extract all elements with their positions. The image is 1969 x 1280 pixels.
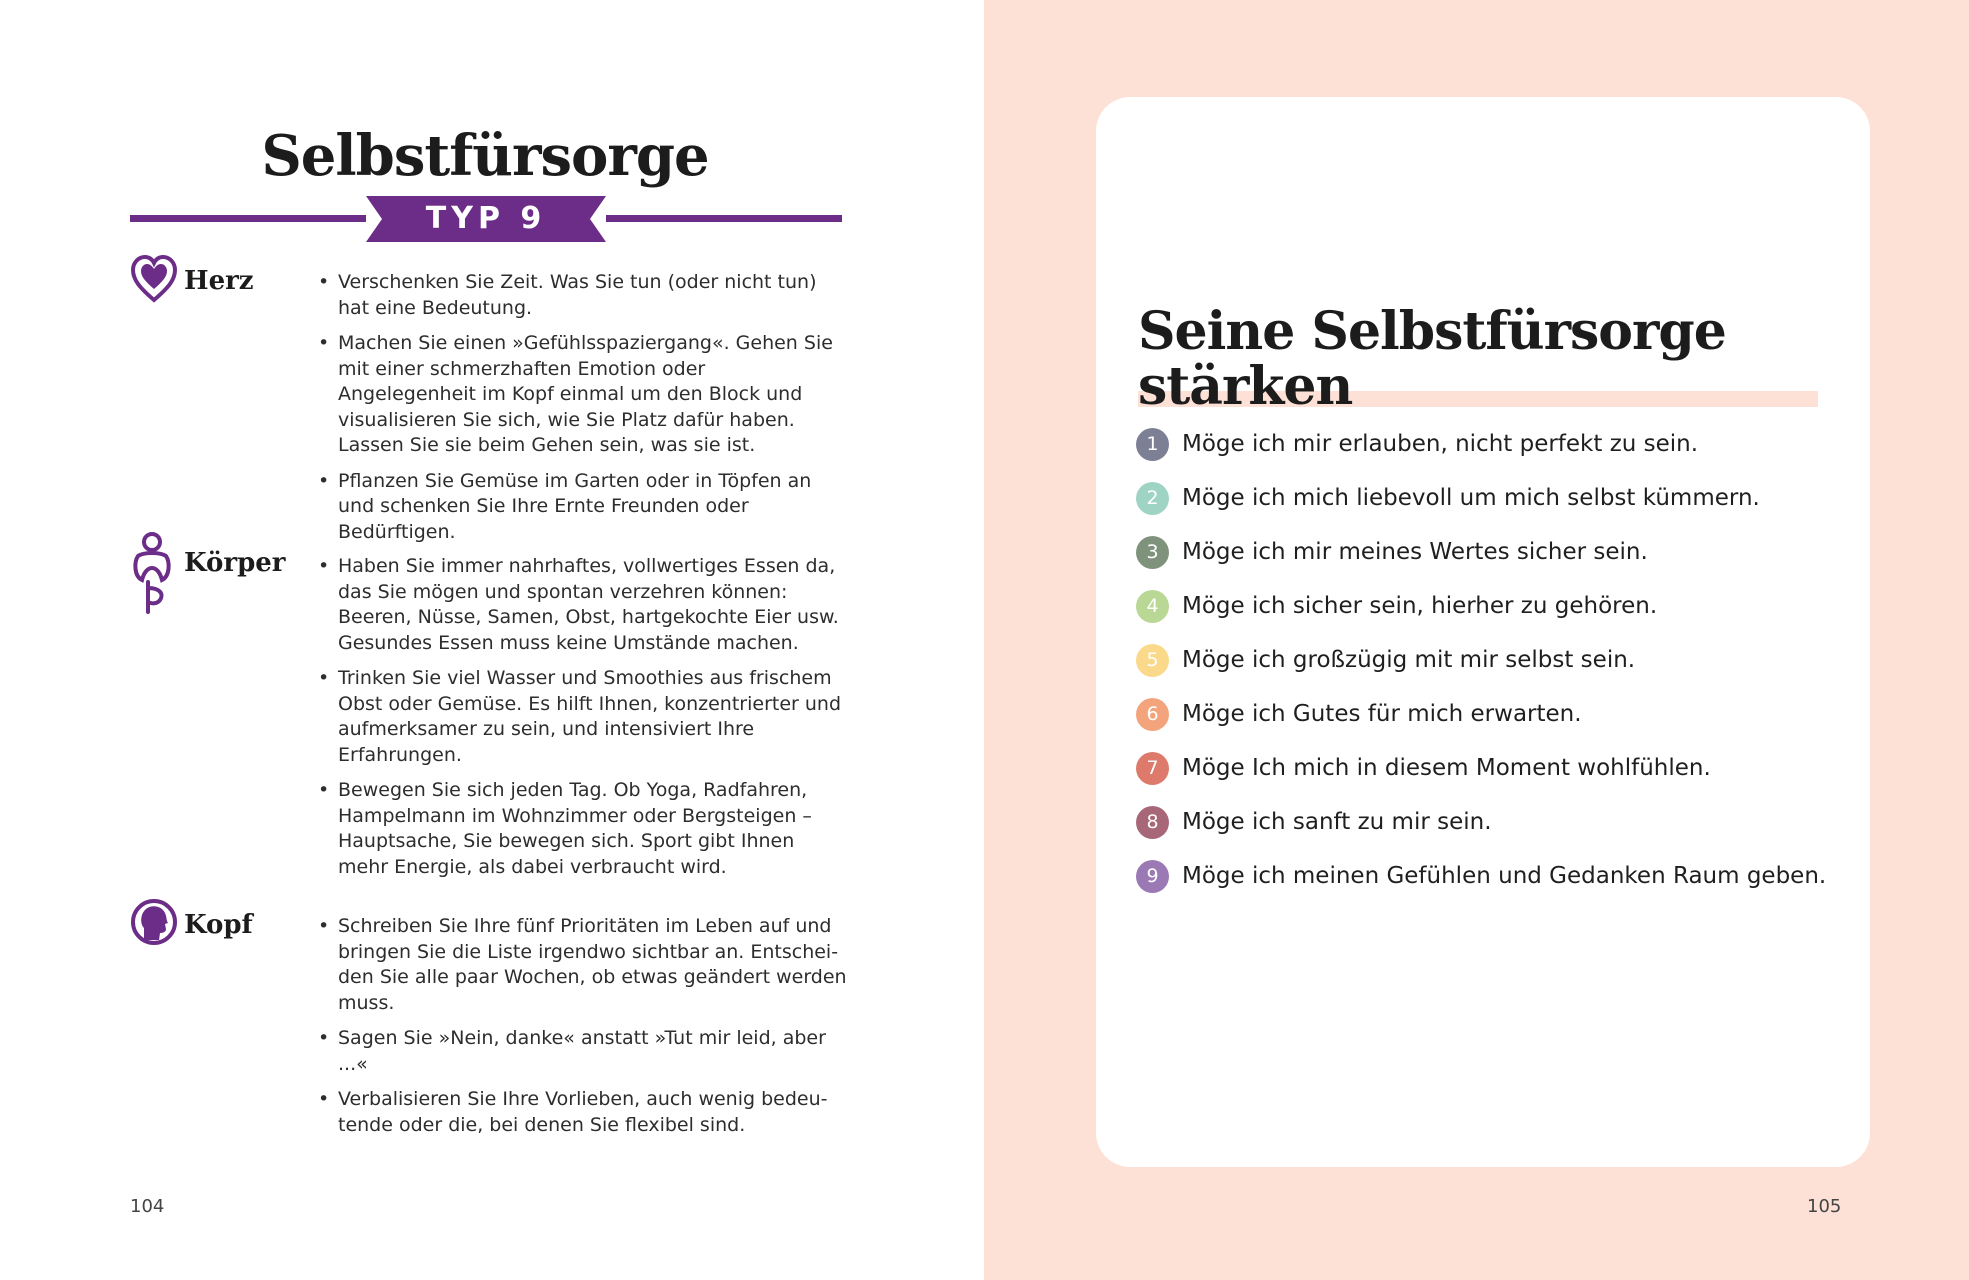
affirmation-text: Möge ich mir erlauben, nicht perfekt zu sein.	[1182, 431, 1699, 457]
herz-bullet-list	[318, 270, 848, 555]
section-label-herz: Herz	[184, 266, 254, 296]
affirmation-text: Möge ich mir meines Wertes sicher sein.	[1182, 539, 1648, 565]
number-badge: 7	[1136, 752, 1169, 785]
banner-rule-left	[130, 215, 366, 222]
list-item: • Haben Sie immer nahrhaftes, vollwertiges Essen da, das Sie mögen und spontan verzehren können: Beeren, Nüsse, Samen, Obst, hartgekochte Eier usw. Gesundes Essen muss keine Umstände machen.	[318, 554, 848, 656]
affirmation-item	[1136, 535, 1836, 569]
affirmation-list	[1136, 427, 1836, 913]
list-item: • Machen Sie einen »Gefühlsspaziergang«. Gehen Sie mit einer schmerzhaften Emotion oder Angelegenheit im Kopf einmal um den Block und visualisieren Sie sich, wie Sie Platz dafür haben. Lassen Sie sie beim Gehen sein, was sie ist.	[318, 331, 848, 459]
list-item: • Pflanzen Sie Gemüse im Garten oder in Töpfen an und schenken Sie Ihre Ernte Freunden oder Bedürftigen.	[318, 469, 848, 546]
number-badge: 9	[1136, 860, 1169, 893]
card-title-line-2: stärken	[1138, 356, 1353, 417]
affirmation-item	[1136, 751, 1836, 785]
affirmation-text: Möge ich großzügig mit mir selbst sein.	[1182, 647, 1636, 673]
affirmation-text: Möge ich sicher sein, hierher zu gehören.	[1182, 593, 1658, 619]
affirmation-card	[1096, 97, 1870, 1167]
number-badge: 8	[1136, 806, 1169, 839]
affirmation-text: Möge ich Gutes für mich erwarten.	[1182, 701, 1582, 727]
number-badge: 3	[1136, 536, 1169, 569]
type-banner	[130, 196, 842, 242]
list-item: • Schreiben Sie Ihre fünf Prioritäten im Leben auf und bringen Sie die Liste irgendwo sichtbar an. Entschei-den Sie alle paar Wochen, ob etwas geändert werden muss.	[318, 914, 848, 1016]
affirmation-text: Möge ich mich liebevoll um mich selbst kümmern.	[1182, 485, 1760, 511]
affirmation-text: Möge Ich mich in diesem Moment wohlfühlen.	[1182, 755, 1711, 781]
affirmation-item	[1136, 643, 1836, 677]
head-icon	[130, 896, 178, 956]
banner-rule-right	[606, 215, 842, 222]
page-number-left: 104	[130, 1196, 165, 1217]
number-badge: 1	[1136, 428, 1169, 461]
list-item: • Bewegen Sie sich jeden Tag. Ob Yoga, Radfahren, Hampelmann im Wohnzimmer oder Bergsteigen – Hauptsache, Sie bewegen sich. Sport gibt Ihnen mehr Energie, als dabei verbraucht wird.	[318, 778, 848, 880]
affirmation-item	[1136, 697, 1836, 731]
right-page	[984, 0, 1969, 1280]
affirmation-item	[1136, 481, 1836, 515]
koerper-bullet-list	[318, 554, 848, 890]
number-badge: 4	[1136, 590, 1169, 623]
number-badge: 5	[1136, 644, 1169, 677]
affirmation-text: Möge ich sanft zu mir sein.	[1182, 809, 1492, 835]
section-label-kopf: Kopf	[184, 910, 253, 940]
list-item: • Verbalisieren Sie Ihre Vorlieben, auch wenig bedeu-tende oder die, bei denen Sie flexibel sind.	[318, 1087, 848, 1138]
page-number-right: 105	[1807, 1196, 1842, 1217]
kopf-bullet-list	[318, 914, 848, 1148]
affirmation-item	[1136, 805, 1836, 839]
left-page	[0, 0, 984, 1280]
heart-icon	[130, 254, 178, 308]
type-label: TYP 9	[425, 201, 547, 236]
list-item: • Trinken Sie viel Wasser und Smoothies aus frischem Obst oder Gemüse. Es hilft Ihnen, konzentrierter und aufmerksamer zu sein, und intensiviert Ihre Erfahrungen.	[318, 666, 848, 768]
card-title-line-1: Seine Selbstfürsorge	[1138, 301, 1726, 362]
affirmation-text: Möge ich meinen Gefühlen und Gedanken Raum geben.	[1182, 863, 1827, 889]
number-badge: 6	[1136, 698, 1169, 731]
list-item: • Sagen Sie »Nein, danke« anstatt »Tut mir leid, aber ...«	[318, 1026, 848, 1077]
body-icon	[130, 532, 174, 620]
list-item: • Verschenken Sie Zeit. Was Sie tun (oder nicht tun) hat eine Bedeutung.	[318, 270, 848, 321]
section-label-koerper: Körper	[184, 548, 286, 578]
affirmation-item	[1136, 427, 1836, 461]
affirmation-item	[1136, 859, 1836, 893]
page-title: Selbstfürsorge	[261, 123, 709, 189]
affirmation-item	[1136, 589, 1836, 623]
number-badge: 2	[1136, 482, 1169, 515]
